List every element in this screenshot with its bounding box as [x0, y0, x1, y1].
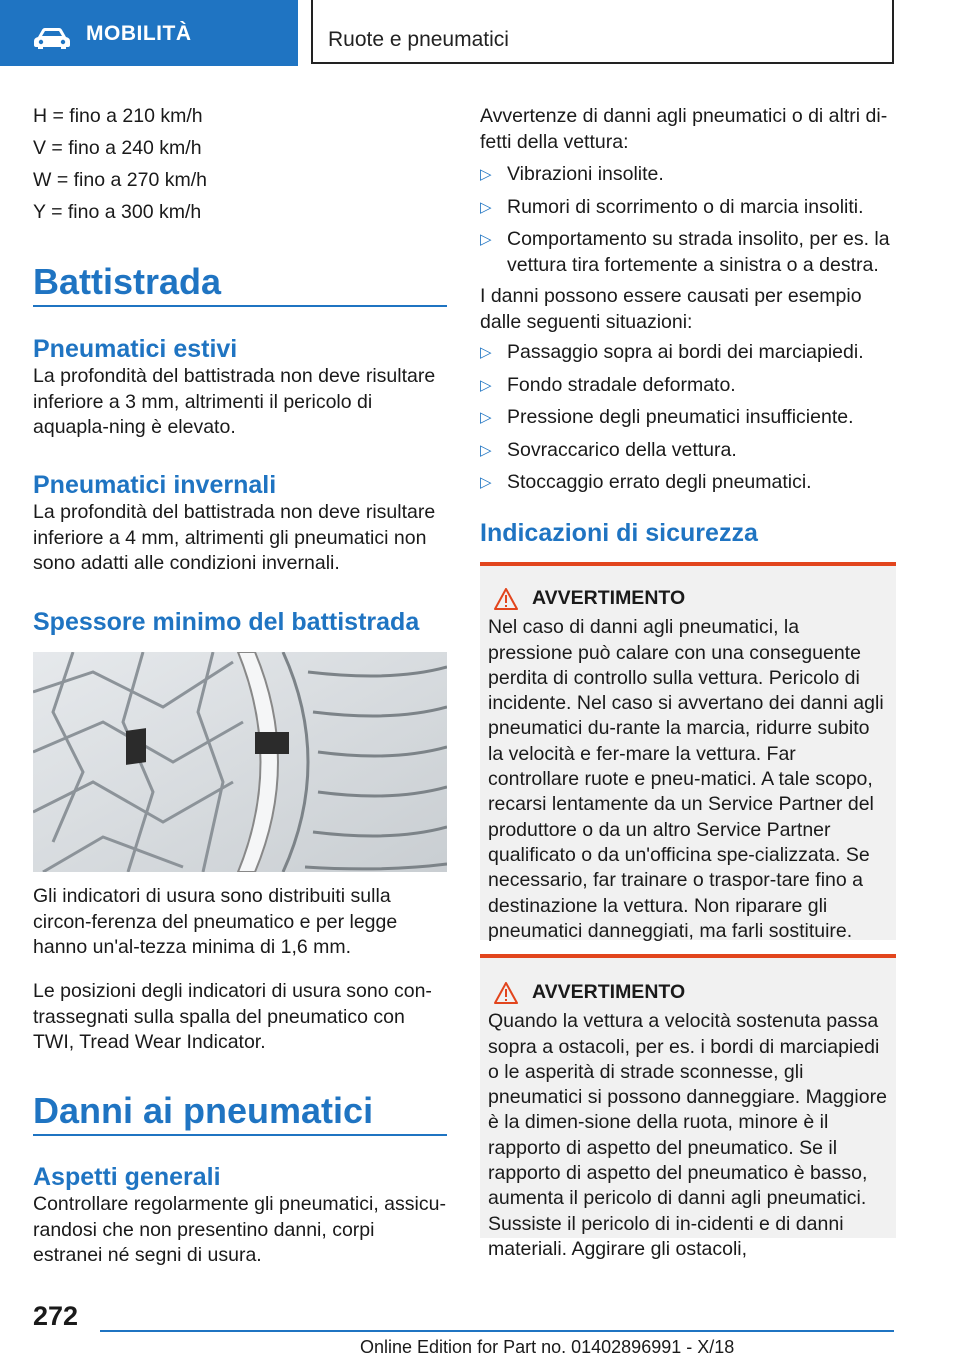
- triangle-bullet-icon: ▷: [480, 441, 492, 459]
- warning-triangle-icon: [494, 588, 518, 610]
- heading-indicazioni-sicurezza: Indicazioni di sicurezza: [480, 519, 758, 547]
- heading-spessore-minimo: Spessore minimo del battistrada: [33, 608, 420, 636]
- heading-battistrada: Battistrada: [33, 261, 222, 302]
- paragraph-estivi: La profondità del battistrada non deve risultare inferiore a 3 mm, altrimenti il pericolo di aquapla-ning è elevato.: [33, 365, 436, 438]
- list-item: ▷ Fondo stradale deformato.: [480, 373, 896, 399]
- paragraph-indicatori: Gli indicatori di usura sono distribuiti sulla circon-ferenza del pneumatico e per legge hanno un'al-tezza minima di 1,6 mm.: [33, 885, 398, 958]
- tire-tread-image: [33, 652, 447, 872]
- car-icon: [33, 27, 71, 49]
- heading-danni-pneumatici: Danni ai pneumatici: [33, 1090, 374, 1131]
- list-item: ▷ Pressione degli pneumatici insufficiente.: [480, 405, 896, 431]
- paragraph-avvertenze: Avvertenze di danni agli pneumatici o di altri di-fetti della vettura:: [480, 105, 888, 153]
- heading-rule: [33, 1134, 447, 1136]
- triangle-bullet-icon: ▷: [480, 166, 492, 183]
- warning-title: AVVERTIMENTO: [488, 586, 888, 611]
- warning-title: AVVERTIMENTO: [488, 980, 888, 1005]
- heading-pneumatici-invernali: Pneumatici invernali: [33, 471, 277, 499]
- warning-box: [480, 954, 896, 1260]
- speed-line-v: V = fino a 240 km/h: [33, 137, 202, 159]
- list-item: ▷ Rumori di scorrimento o di marcia insoliti.: [480, 195, 896, 221]
- paragraph-aspetti: Controllare regolarmente gli pneumatici, assicu-randosi che non presentino danni, corpi estranei né segni di usura.: [33, 1193, 446, 1266]
- heading-aspetti-generali: Aspetti generali: [33, 1163, 221, 1191]
- speed-line-h: H = fino a 210 km/h: [33, 105, 203, 127]
- warning-box: [480, 562, 896, 940]
- edition-text: Online Edition for Part no. 01402896991 - X/18: [360, 1337, 735, 1357]
- triangle-bullet-icon: ▷: [480, 198, 492, 216]
- chapter-title: Ruote e pneumatici: [328, 28, 509, 51]
- triangle-bullet-icon: ▷: [480, 376, 492, 394]
- paragraph-invernali: La profondità del battistrada non deve risultare inferiore a 4 mm, altrimenti gli pneumatici non sono adatti alle condizioni invernali.: [33, 501, 436, 574]
- speed-list: [33, 104, 447, 226]
- triangle-bullet-icon: ▷: [480, 474, 492, 491]
- speed-line-y: Y = fino a 300 km/h: [33, 201, 202, 223]
- warning-triangle-icon: [494, 982, 518, 1004]
- chapter-tab: [311, 0, 894, 64]
- paragraph-posizioni: Le posizioni degli indicatori di usura sono con-trassegnati sulla spalla del pneumatico con TWI, Tread Wear Indicator.: [33, 980, 432, 1053]
- triangle-bullet-icon: ▷: [480, 409, 492, 426]
- list-item: ▷ Passaggio sopra ai bordi dei marciapiedi.: [480, 340, 896, 366]
- list-item: ▷ Comportamento su strada insolito, per es. la vettura tira fortemente a sinistra o a destra.: [480, 227, 896, 278]
- list-item: ▷ Vibrazioni insolite.: [480, 162, 896, 188]
- paragraph-causati: I danni possono essere causati per esempio dalle seguenti situazioni:: [480, 285, 862, 333]
- warning-text: Quando la vettura a velocità sostenuta passa sopra a ostacoli, per es. i bordi di marciapiedi o le asperità di strade sconnesse, gli pneumatici si possono danneggiare. Maggiore è la dimen-sione della ruota, minore è il rapporto di aspetto del pneumatico. Se il rapporto di aspetto del pneumatico è basso, aumenta il pericolo di danni agli pneumatici. Sussiste il pericolo di in-cidenti e di danni materiali. Aggirare gli ostacoli,: [488, 1010, 887, 1260]
- section-tab: [0, 0, 298, 66]
- triangle-bullet-icon: ▷: [480, 344, 492, 361]
- footer-rule: [100, 1330, 894, 1332]
- page-number: 272: [33, 1301, 79, 1331]
- speed-line-w: W = fino a 270 km/h: [33, 169, 207, 191]
- warning-text: Nel caso di danni agli pneumatici, la pressione può calare con una conseguente perdita di controllo sulla vettura. Pericolo di incidente. Nel caso si avvertano dei danni agli pneumatici du-rante la marcia, ridurre subito la velocità e fer-mare la vettura. Far controllare ruote e pneu-matici. A tale scopo, recarsi lentamente da un Service Partner del produttore o da un altro Service Partner qualificato o da un'officina spe-cializzata. Se necessario, far trainare o traspor-tare fino a destinazione la vettura. Non riparare gli pneumatici danneggiati, ma farli sostituire.: [488, 616, 884, 942]
- heading-rule: [33, 305, 447, 307]
- section-title: MOBILITÀ: [86, 22, 192, 45]
- list-item: ▷ Sovraccarico della vettura.: [480, 438, 896, 464]
- heading-pneumatici-estivi: Pneumatici estivi: [33, 335, 238, 363]
- triangle-bullet-icon: ▷: [480, 231, 492, 248]
- list-item: ▷ Stoccaggio errato degli pneumatici.: [480, 470, 896, 496]
